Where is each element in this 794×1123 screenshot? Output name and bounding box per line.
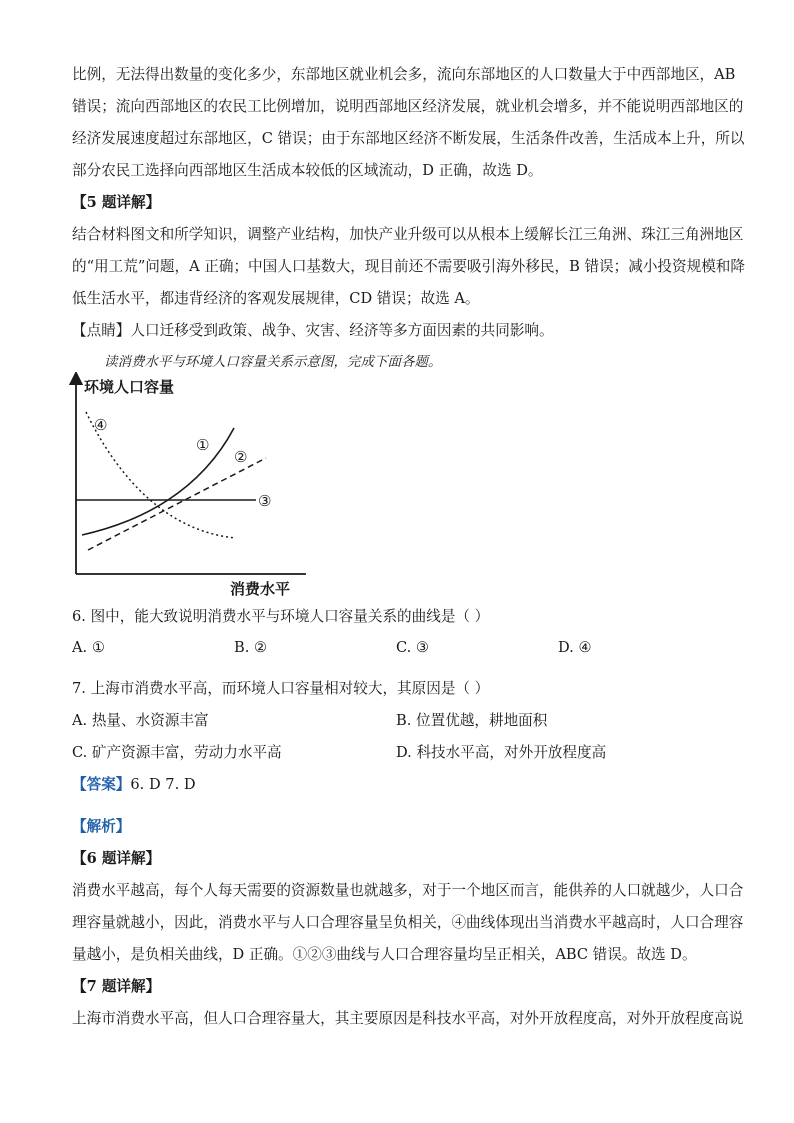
figure-intro: 读消费水平与环境人口容量关系示意图，完成下面各题。 [104, 354, 442, 370]
question-6-stem: 6. 图中，能大致说明消费水平与环境人口容量关系的曲线是（ ） [72, 608, 490, 625]
series-2-line [88, 458, 266, 550]
question-7-stem: 7. 上海市消费水平高，而环境人口容量相对较大，其原因是（ ） [72, 680, 490, 697]
x-axis-label: 消费水平 [230, 580, 291, 598]
y-axis-label: 环境人口容量 [84, 378, 175, 396]
answer-label: 【答案】 [72, 776, 131, 793]
section-heading-7: 【7 题详解】 [72, 978, 161, 995]
paragraph-line: 的“用工荒”问题，A 正确；中国人口基数大，现目前还不需要吸引海外移民，B 错误；减小投资规模和降 [72, 258, 745, 275]
series-4-line [86, 412, 236, 538]
series-1-line [82, 428, 234, 535]
series-4-label: ④ [94, 416, 108, 434]
q7-option-b: B. 位置优越，耕地面积 [396, 712, 548, 729]
paragraph-line: 比例，无法得出数量的变化多少，东部地区就业机会多，流向东部地区的人口数量大于中西部地区，AB [72, 66, 736, 83]
paragraph-line: 错误；流向西部地区的农民工比例增加，说明西部地区经济发展，就业机会增多，并不能说明西部地区的 [72, 98, 744, 115]
paragraph-line: 量越小，是负相关曲线，D 正确。①②③曲线与人口合理容量均呈正相关，ABC 错误。故选 D。 [72, 946, 697, 963]
paragraph-line: 低生活水平，都违背经济的客观发展规律，CD 错误；故选 A。 [72, 290, 480, 307]
q7-option-a: A. 热量、水资源丰富 [72, 712, 209, 729]
series-1-label: ① [196, 436, 210, 454]
paragraph-line: 消费水平越高，每个人每天需要的资源数量也就越多，对于一个地区而言，能供养的人口就越少，人口合 [72, 882, 744, 899]
analysis-label: 【解析】 [72, 818, 131, 835]
q6-option-d: D. ④ [558, 639, 592, 656]
paragraph-line: 理容量就越小，因此，消费水平与人口合理容量呈负相关，④曲线体现出当消费水平越高时，人口合理容 [72, 914, 744, 931]
series-2-label: ② [234, 448, 248, 466]
tip-paragraph: 【点睛】人口迁移受到政策、战争、灾害、经济等多方面因素的共同影响。 [72, 322, 554, 339]
q7-option-d: D. 科技水平高，对外开放程度高 [396, 744, 607, 761]
paragraph-line: 上海市消费水平高，但人口合理容量大，其主要原因是科技水平高，对外开放程度高，对外开放程度高说 [72, 1010, 744, 1027]
answer-text: 6. D 7. D [130, 776, 196, 793]
paragraph-line: 部分农民工选择向西部地区生活成本较低的区域流动，D 正确，故选 D。 [72, 162, 543, 179]
section-heading-6: 【6 题详解】 [72, 850, 161, 867]
section-heading-5: 【5 题详解】 [72, 194, 161, 211]
q6-option-b: B. ② [234, 639, 268, 656]
consumption-capacity-chart [60, 372, 320, 602]
series-3-label: ③ [258, 492, 272, 510]
q6-option-c: C. ③ [396, 639, 430, 656]
paragraph-line: 结合材料图文和所学知识，调整产业结构，加快产业升级可以从根本上缓解长江三角洲、珠江三角洲地区 [72, 226, 744, 243]
q6-option-a: A. ① [72, 639, 105, 656]
q7-option-c: C. 矿产资源丰富，劳动力水平高 [72, 744, 282, 761]
answer-line [72, 774, 196, 796]
paragraph-line: 经济发展速度超过东部地区，C 错误；由于东部地区经济不断发展，生活条件改善，生活成本上升，所以 [72, 130, 745, 147]
